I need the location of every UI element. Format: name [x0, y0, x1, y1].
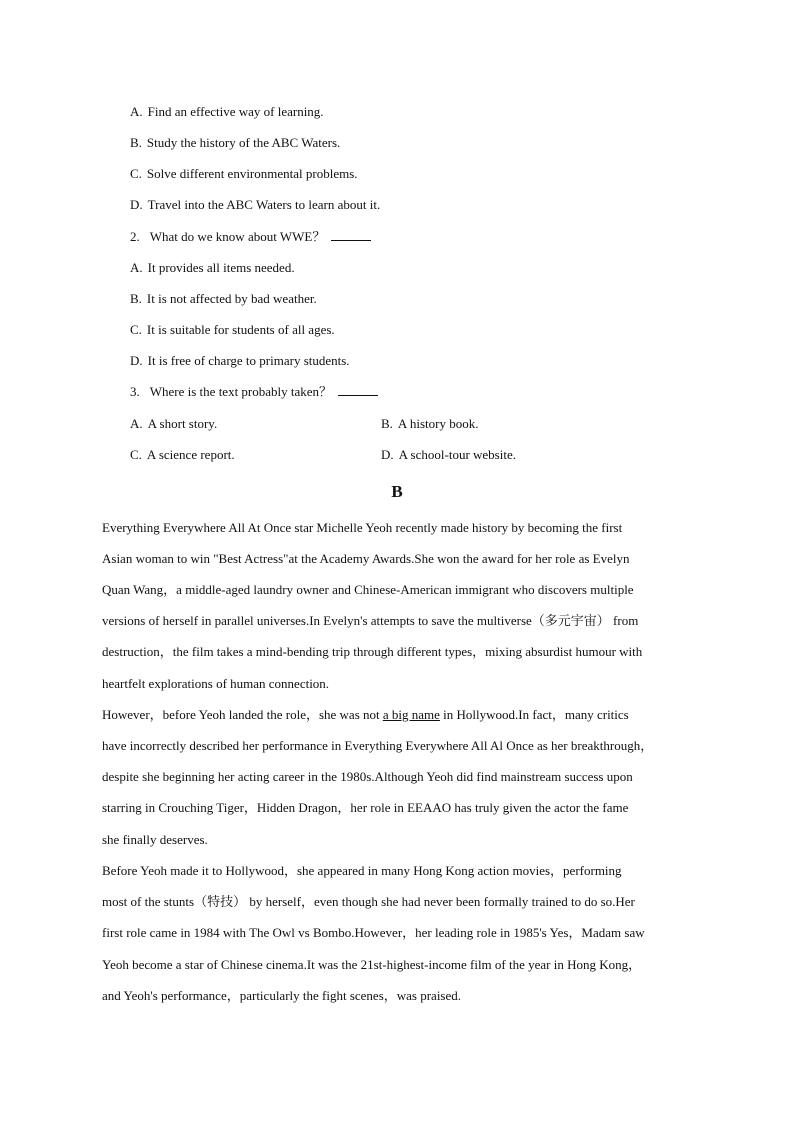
option-text: It is free of charge to primary students. — [147, 353, 350, 368]
option-text: Travel into the ABC Waters to learn about it. — [147, 197, 381, 212]
q1-option-b — [130, 135, 340, 151]
option-letter: B. — [130, 291, 142, 306]
answer-blank[interactable] — [338, 384, 378, 396]
option-text: Find an effective way of learning. — [147, 104, 324, 119]
q1-option-c — [130, 166, 358, 182]
passage-line: and Yeoh's performance，particularly the fight scenes，was praised. — [102, 988, 462, 1003]
question-3 — [130, 384, 378, 400]
q3-option-c — [130, 447, 235, 463]
underlined-phrase: a big name — [382, 707, 440, 722]
passage-line: heartfelt explorations of human connection. — [102, 676, 330, 691]
q2-option-a — [130, 260, 295, 276]
option-text: Study the history of the ABC Waters. — [146, 135, 341, 150]
question-text: What do we know about WWE？ — [149, 229, 326, 244]
section-heading: B — [391, 482, 403, 501]
question-number: 3. — [130, 384, 140, 399]
option-text: It is not affected by bad weather. — [146, 291, 317, 306]
question-2 — [130, 229, 371, 245]
passage-line: have incorrectly described her performance in Everything Everywhere All Al Once as her breakthrough， — [102, 738, 654, 753]
option-letter: C. — [130, 166, 142, 181]
passage-line: Asian woman to win "Best Actress"at the Academy Awards.She won the award for her role as Evelyn — [102, 551, 630, 566]
passage-line: Before Yeoh made it to Hollywood，she appeared in many Hong Kong action movies，performing — [102, 863, 622, 878]
passage-line: Yeoh become a star of Chinese cinema.It was the 21st-highest-income film of the year in Hong Kong， — [102, 957, 642, 972]
passage-text: in Hollywood.In fact，many critics — [439, 707, 629, 722]
q2-option-c — [130, 322, 335, 338]
q3-option-a — [130, 416, 217, 432]
option-letter: C. — [130, 322, 142, 337]
passage-line: starring in Crouching Tiger，Hidden Dragon，her role in EEAAO has truly given the actor the fame — [102, 800, 629, 815]
q2-option-b — [130, 291, 317, 307]
q1-option-a — [130, 104, 324, 120]
q1-option-d — [130, 197, 380, 213]
option-text: It is suitable for students of all ages. — [146, 322, 335, 337]
question-number: 2. — [130, 229, 140, 244]
option-letter: A. — [130, 104, 143, 119]
option-letter: C. — [130, 447, 142, 462]
passage-line-underlined — [102, 707, 629, 723]
option-letter: D. — [130, 353, 143, 368]
option-text: A short story. — [147, 416, 218, 431]
passage-line: Quan Wang，a middle-aged laundry owner and Chinese-American immigrant who discovers multiple — [102, 582, 634, 597]
passage-line: most of the stunts（特技） by herself，even though she had never been formally trained to do so.Her — [102, 894, 635, 909]
option-letter: B. — [381, 416, 393, 431]
question-text: Where is the text probably taken？ — [149, 384, 333, 399]
answer-blank[interactable] — [331, 229, 371, 241]
option-letter: B. — [130, 135, 142, 150]
option-letter: D. — [130, 197, 143, 212]
q3-option-b — [381, 416, 478, 432]
option-text: A history book. — [397, 416, 479, 431]
option-letter: D. — [381, 447, 394, 462]
passage-line: she finally deserves. — [102, 832, 208, 847]
option-letter: A. — [130, 260, 143, 275]
passage-line: Everything Everywhere All At Once star Michelle Yeoh recently made history by becoming the first — [102, 520, 623, 535]
option-text: A science report. — [146, 447, 235, 462]
q3-option-d — [381, 447, 516, 463]
option-text: Solve different environmental problems. — [146, 166, 358, 181]
passage-text: However，before Yeoh landed the role，she was not — [102, 707, 383, 722]
passage-line: versions of herself in parallel universes.In Evelyn's attempts to save the multiverse（多元宇宙） from — [102, 613, 639, 628]
passage-line: despite she beginning her acting career in the 1980s.Although Yeoh did find mainstream success upon — [102, 769, 633, 784]
passage-line: destruction，the film takes a mind-bending trip through different types，mixing absurdist humour with — [102, 644, 643, 659]
option-text: It provides all items needed. — [147, 260, 295, 275]
option-text: A school-tour website. — [398, 447, 516, 462]
q2-option-d — [130, 353, 350, 369]
option-letter: A. — [130, 416, 143, 431]
passage-line: first role came in 1984 with The Owl vs Bombo.However，her leading role in 1985's Yes，Madam saw — [102, 925, 645, 940]
